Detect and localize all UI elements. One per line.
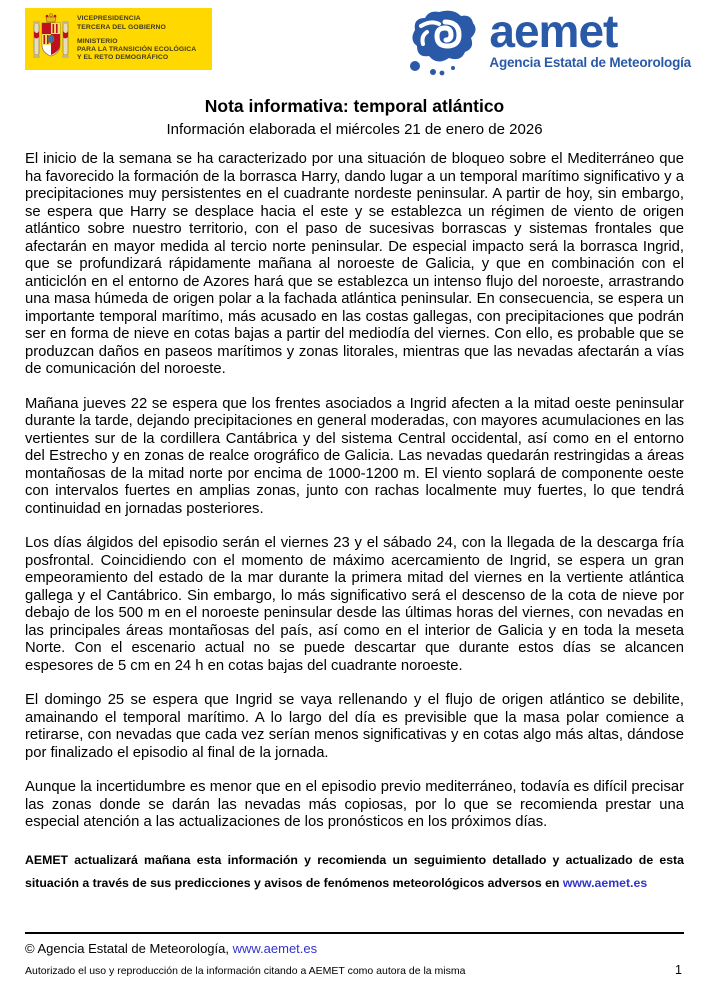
page-header	[25, 5, 691, 85]
title-block	[0, 96, 709, 138]
aemet-wordmark: aemet	[489, 5, 618, 57]
paragraph-intro: El inicio de la semana se ha caracterizado por una situación de bloqueo sobre el Mediterráneo que ha favorecido la formación de la borrasca Harry, dando lugar a un temporal marítimo significativo y a precipitaciones muy persistentes en el cuadrante nordeste peninsular. A partir de hoy, sin embargo, se espera que Harry se desplace hacia el este y se establezca un régimen de viento de origen atlántico sobre nuestro territorio, con el paso de sucesivas borrascas y sistemas frontales que afectarán en mayor medida al tercio norte peninsular. De especial impacto será la borrasca Ingrid, que se profundizará rápidamente mañana al noroeste de Galicia, y que en combinación con el anticiclón en el entorno de Azores hará que se establezca un intenso flujo del noroeste, arrastrando una masa húmeda de origen polar a la fachada atlántica peninsular. En consecuencia, se espera un importante temporal marítimo, más acusado en las costas gallegas, con precipitaciones que podrán ser en forma de nieve en cotas bajas a partir del mediodía del viernes. Con ello, es probable que se produzcan daños en paseos marítimos y zonas litorales, mientras que las nevadas afectarán a vías de comunicación del noroeste.	[25, 151, 684, 377]
copyright-line	[25, 941, 684, 956]
footer-aemet-link[interactable]: www.aemet.es	[232, 941, 318, 956]
page-number: 1	[675, 963, 682, 977]
document-body	[25, 151, 684, 895]
gov-line-vicepresidencia: VICEPRESIDENCIA	[77, 15, 141, 23]
paragraph-jueves: Mañana jueves 22 se espera que los frentes asociados a Ingrid afecten a la mitad oeste peninsular durante la tarde, dejando precipitaciones en general moderadas, con mayores acumulaciones en las vertientes sur de la cordillera Cantábrica y del sistema Central occidental, así como en el entorno del Estrecho y en zonas de realce orográfico de Galicia. Las nevadas quedarán restringidas a áreas montañosas de la mitad norte por encima de 1000-1200 m. El viento soplará de componente oeste con intervalos fuertes en amplias zonas, junto con rachas localmente muy fuertes, lo que tendrá continuidad en jornadas posteriores.	[25, 395, 684, 517]
legal-row	[25, 963, 684, 977]
gov-line-reto: Y EL RETO DEMOGRÁFICO	[77, 54, 169, 62]
update-notice-text: AEMET actualizará mañana esta información y recomienda un seguimiento detallado y actualizado de esta situación a través de sus predicciones y avisos de fenómenos meteorológicos adversos en	[25, 852, 684, 890]
government-logo-text	[77, 15, 196, 62]
page-title: Nota informativa: temporal atlántico	[204, 96, 505, 116]
legal-text: Autorizado el uso y reproducción de la información citando a AEMET como autora de la misma	[25, 965, 466, 977]
government-logo	[25, 8, 212, 70]
aemet-swirl-icon	[409, 10, 483, 85]
update-notice	[25, 849, 684, 895]
paragraph-incertidumbre: Aunque la incertidumbre es menor que en el episodio previo mediterráneo, todavía es difícil precisar las zonas donde se darán las nevadas más copiosas, por lo que se recomienda prestar una especial atención a las actualizaciones de los pronósticos en los próximos días.	[25, 779, 684, 830]
spain-coat-of-arms-icon	[33, 11, 69, 68]
page-footer	[25, 932, 684, 977]
footer-divider	[25, 932, 684, 934]
gov-line-transicion: PARA LA TRANSICIÓN ECOLÓGICA	[77, 46, 197, 54]
paragraph-domingo: El domingo 25 se espera que Ingrid se vaya rellenando y el flujo de origen atlántico se debilite, amainando el temporal marítimo. A lo largo del día es previsible que la masa polar comience a retirarse, con nevadas que cada vez serían menos significativas y en cotas algo más altas, dándose por finalizado el episodio al final de la jornada.	[25, 692, 684, 761]
gov-line-tercera: TERCERA DEL GOBIERNO	[77, 23, 166, 31]
aemet-logo	[409, 5, 691, 85]
gov-line-ministerio: MINISTERIO	[77, 37, 118, 45]
paragraph-viernes-sabado: Los días álgidos del episodio serán el viernes 23 y el sábado 24, con la llegada de la descarga fría posfrontal. Coincidiendo con el momento de máximo acercamiento de Ingrid, se espera un gran empeoramiento del estado de la mar durante la primera mitad del viernes en la vertiente atlántica gallega y el Cantábrico. Sin embargo, lo más significativo será el descenso de la cota de nieve por debajo de los 500 m en el noroeste peninsular desde las últimas horas del viernes, con nevadas en las principales áreas montañosas del país, así como en el interior de Galicia y en toda la meseta Norte. Con el escenario actual no se puede descartar que durante estos días se alcancen espesores de 5 cm en 24 h en cotas bajas del cuadrante noroeste.	[25, 535, 684, 674]
aemet-website-link[interactable]: www.aemet.es	[562, 875, 648, 890]
aemet-tagline: Agencia Estatal de Meteorología	[489, 55, 691, 70]
page-subtitle: Información elaborada el miércoles 21 de enero de 2026	[166, 121, 543, 138]
copyright-text: © Agencia Estatal de Meteorología,	[25, 941, 233, 956]
